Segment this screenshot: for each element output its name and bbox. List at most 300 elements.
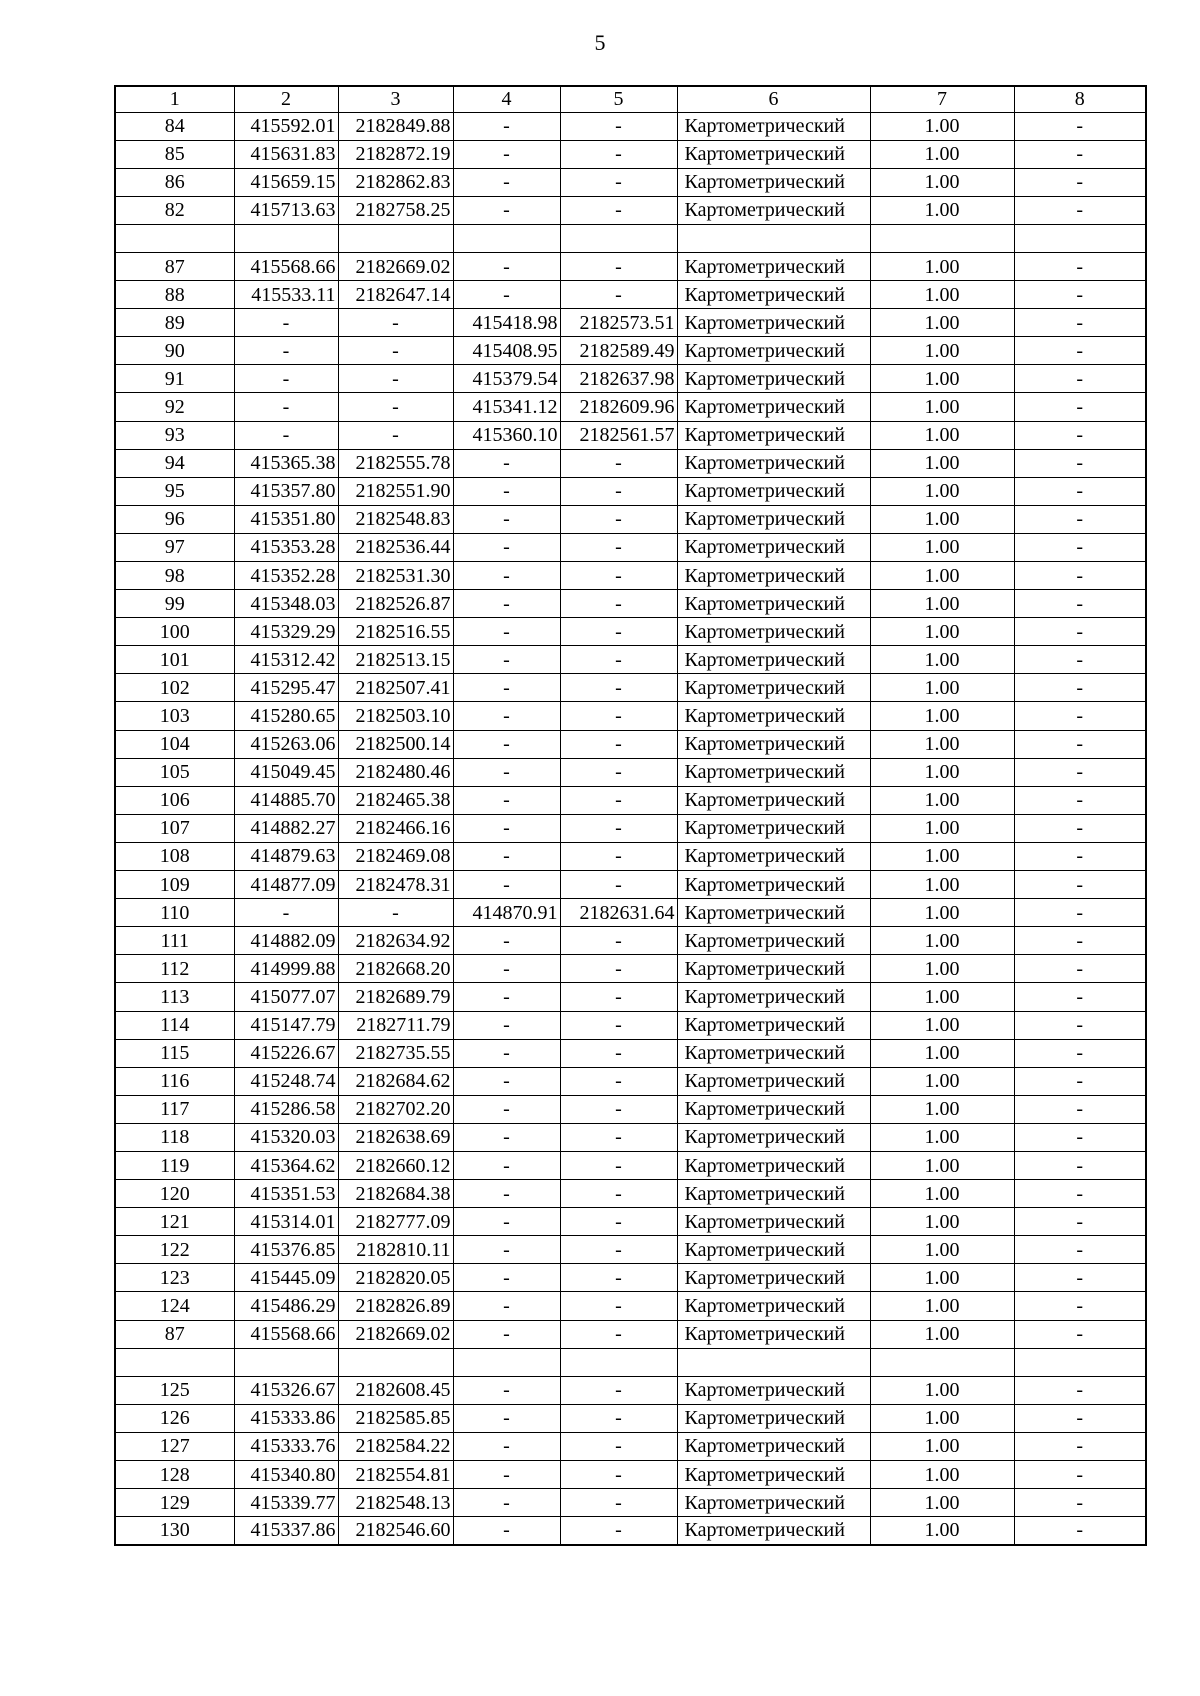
y-coordinate-cell: 2182548.83 [338, 505, 453, 533]
x-coordinate-cell [234, 224, 338, 252]
y-coordinate-cell: 2182554.81 [338, 1461, 453, 1489]
x-coordinate-alt-cell: - [453, 758, 560, 786]
method-cell: Картометрический [677, 337, 870, 365]
point-number-cell: 116 [115, 1067, 234, 1095]
y-coordinate-cell: 2182684.38 [338, 1180, 453, 1208]
y-coordinate-alt-cell: - [560, 112, 677, 140]
table-row [115, 1264, 1146, 1292]
y-coordinate-cell: 2182469.08 [338, 842, 453, 870]
x-coordinate-cell: 415348.03 [234, 590, 338, 618]
y-coordinate-cell: 2182684.62 [338, 1067, 453, 1095]
column-header: 8 [1014, 86, 1146, 112]
y-coordinate-alt-cell: - [560, 1320, 677, 1348]
table-row [115, 477, 1146, 505]
y-coordinate-alt-cell: - [560, 1292, 677, 1320]
y-coordinate-cell: 2182849.88 [338, 112, 453, 140]
method-cell: Картометрический [677, 927, 870, 955]
accuracy-cell: 1.00 [870, 421, 1014, 449]
point-number-cell: 128 [115, 1461, 234, 1489]
description-cell: - [1014, 1320, 1146, 1348]
table-row [115, 1376, 1146, 1404]
description-cell: - [1014, 927, 1146, 955]
point-number-cell: 112 [115, 955, 234, 983]
table-row [115, 1517, 1146, 1545]
description-cell: - [1014, 1432, 1146, 1460]
x-coordinate-cell: 415365.38 [234, 449, 338, 477]
accuracy-cell: 1.00 [870, 337, 1014, 365]
method-cell: Картометрический [677, 674, 870, 702]
column-header: 1 [115, 86, 234, 112]
point-number-cell: 86 [115, 168, 234, 196]
point-number-cell: 105 [115, 758, 234, 786]
x-coordinate-cell: 415339.77 [234, 1489, 338, 1517]
x-coordinate-cell: 415568.66 [234, 1320, 338, 1348]
y-coordinate-cell: 2182548.13 [338, 1489, 453, 1517]
method-cell: Картометрический [677, 730, 870, 758]
x-coordinate-alt-cell: - [453, 618, 560, 646]
accuracy-cell: 1.00 [870, 618, 1014, 646]
table-row [115, 1432, 1146, 1460]
table-row [115, 646, 1146, 674]
table-row [115, 1208, 1146, 1236]
table-row [115, 1123, 1146, 1151]
y-coordinate-alt-cell: - [560, 449, 677, 477]
x-coordinate-alt-cell: - [453, 1011, 560, 1039]
method-cell: Картометрический [677, 196, 870, 224]
x-coordinate-cell: - [234, 421, 338, 449]
y-coordinate-alt-cell: - [560, 1432, 677, 1460]
description-cell: - [1014, 1067, 1146, 1095]
accuracy-cell: 1.00 [870, 1151, 1014, 1179]
y-coordinate-alt-cell: - [560, 871, 677, 899]
x-coordinate-alt-cell: - [453, 730, 560, 758]
accuracy-cell: 1.00 [870, 1404, 1014, 1432]
description-cell: - [1014, 842, 1146, 870]
table-row [115, 842, 1146, 870]
y-coordinate-cell: 2182555.78 [338, 449, 453, 477]
x-coordinate-cell: 414885.70 [234, 786, 338, 814]
table-row [115, 252, 1146, 280]
point-number-cell: 96 [115, 505, 234, 533]
table-row [115, 618, 1146, 646]
point-number-cell: 129 [115, 1489, 234, 1517]
point-number-cell: 92 [115, 393, 234, 421]
accuracy-cell: 1.00 [870, 477, 1014, 505]
description-cell: - [1014, 1264, 1146, 1292]
y-coordinate-alt-cell: - [560, 1489, 677, 1517]
y-coordinate-alt-cell: - [560, 1264, 677, 1292]
x-coordinate-cell: 415486.29 [234, 1292, 338, 1320]
table-row [115, 702, 1146, 730]
description-cell: - [1014, 1151, 1146, 1179]
description-cell: - [1014, 1011, 1146, 1039]
column-header: 3 [338, 86, 453, 112]
method-cell: Картометрический [677, 646, 870, 674]
y-coordinate-alt-cell: - [560, 196, 677, 224]
point-number-cell: 120 [115, 1180, 234, 1208]
x-coordinate-cell [234, 1348, 338, 1376]
method-cell: Картометрический [677, 1011, 870, 1039]
table-header-row [115, 86, 1146, 112]
x-coordinate-alt-cell [453, 224, 560, 252]
y-coordinate-cell: 2182872.19 [338, 140, 453, 168]
accuracy-cell: 1.00 [870, 674, 1014, 702]
table-row [115, 281, 1146, 309]
description-cell: - [1014, 1208, 1146, 1236]
y-coordinate-alt-cell: - [560, 1517, 677, 1545]
y-coordinate-alt-cell: - [560, 702, 677, 730]
column-header: 5 [560, 86, 677, 112]
column-header: 6 [677, 86, 870, 112]
x-coordinate-cell: 415314.01 [234, 1208, 338, 1236]
point-number-cell: 124 [115, 1292, 234, 1320]
table-row [115, 786, 1146, 814]
x-coordinate-cell: 415351.53 [234, 1180, 338, 1208]
x-coordinate-alt-cell: - [453, 1489, 560, 1517]
x-coordinate-alt-cell: 415379.54 [453, 365, 560, 393]
x-coordinate-alt-cell: - [453, 1517, 560, 1545]
point-number-cell: 89 [115, 309, 234, 337]
point-number-cell: 114 [115, 1011, 234, 1039]
y-coordinate-alt-cell: - [560, 1011, 677, 1039]
y-coordinate-cell: 2182584.22 [338, 1432, 453, 1460]
method-cell: Картометрический [677, 1461, 870, 1489]
y-coordinate-cell: 2182536.44 [338, 533, 453, 561]
y-coordinate-cell: 2182862.83 [338, 168, 453, 196]
method-cell: Картометрический [677, 168, 870, 196]
column-header: 4 [453, 86, 560, 112]
y-coordinate-alt-cell: - [560, 1039, 677, 1067]
x-coordinate-cell: 415280.65 [234, 702, 338, 730]
y-coordinate-alt-cell [560, 224, 677, 252]
method-cell: Картометрический [677, 449, 870, 477]
y-coordinate-alt-cell: 2182631.64 [560, 899, 677, 927]
point-number-cell: 104 [115, 730, 234, 758]
point-number-cell [115, 224, 234, 252]
description-cell: - [1014, 505, 1146, 533]
accuracy-cell: 1.00 [870, 365, 1014, 393]
method-cell: Картометрический [677, 899, 870, 927]
point-number-cell: 119 [115, 1151, 234, 1179]
x-coordinate-alt-cell: - [453, 449, 560, 477]
method-cell: Картометрический [677, 477, 870, 505]
table-row [115, 814, 1146, 842]
accuracy-cell: 1.00 [870, 505, 1014, 533]
x-coordinate-alt-cell: - [453, 674, 560, 702]
x-coordinate-alt-cell: - [453, 1151, 560, 1179]
description-cell: - [1014, 112, 1146, 140]
table-row [115, 899, 1146, 927]
x-coordinate-cell: 415631.83 [234, 140, 338, 168]
y-coordinate-alt-cell: - [560, 730, 677, 758]
point-number-cell: 111 [115, 927, 234, 955]
x-coordinate-cell: 414879.63 [234, 842, 338, 870]
method-cell: Картометрический [677, 140, 870, 168]
x-coordinate-cell: - [234, 337, 338, 365]
accuracy-cell: 1.00 [870, 281, 1014, 309]
accuracy-cell: 1.00 [870, 927, 1014, 955]
y-coordinate-cell: 2182531.30 [338, 562, 453, 590]
table-row [115, 674, 1146, 702]
table-row [115, 365, 1146, 393]
accuracy-cell: 1.00 [870, 112, 1014, 140]
description-cell: - [1014, 1376, 1146, 1404]
table-row [115, 1292, 1146, 1320]
x-coordinate-cell: 415445.09 [234, 1264, 338, 1292]
description-cell: - [1014, 674, 1146, 702]
y-coordinate-cell: 2182465.38 [338, 786, 453, 814]
x-coordinate-alt-cell: - [453, 281, 560, 309]
table-row [115, 1095, 1146, 1123]
point-number-cell: 88 [115, 281, 234, 309]
table-row [115, 730, 1146, 758]
y-coordinate-alt-cell: 2182573.51 [560, 309, 677, 337]
x-coordinate-alt-cell: - [453, 927, 560, 955]
y-coordinate-cell: 2182516.55 [338, 618, 453, 646]
y-coordinate-alt-cell: - [560, 646, 677, 674]
point-number-cell [115, 1348, 234, 1376]
accuracy-cell: 1.00 [870, 1123, 1014, 1151]
accuracy-cell: 1.00 [870, 1264, 1014, 1292]
x-coordinate-cell: 415320.03 [234, 1123, 338, 1151]
table-row [115, 505, 1146, 533]
x-coordinate-alt-cell: - [453, 1432, 560, 1460]
point-number-cell: 94 [115, 449, 234, 477]
y-coordinate-cell [338, 224, 453, 252]
description-cell: - [1014, 281, 1146, 309]
x-coordinate-alt-cell: - [453, 702, 560, 730]
accuracy-cell: 1.00 [870, 730, 1014, 758]
y-coordinate-cell: 2182647.14 [338, 281, 453, 309]
x-coordinate-alt-cell: - [453, 955, 560, 983]
description-cell: - [1014, 365, 1146, 393]
method-cell: Картометрический [677, 842, 870, 870]
x-coordinate-alt-cell: - [453, 252, 560, 280]
description-cell: - [1014, 1236, 1146, 1264]
x-coordinate-alt-cell: - [453, 1461, 560, 1489]
x-coordinate-cell: 415049.45 [234, 758, 338, 786]
table-row [115, 983, 1146, 1011]
method-cell: Картометрический [677, 281, 870, 309]
x-coordinate-cell: 415312.42 [234, 646, 338, 674]
point-number-cell: 99 [115, 590, 234, 618]
accuracy-cell [870, 1348, 1014, 1376]
point-number-cell: 87 [115, 1320, 234, 1348]
description-cell: - [1014, 337, 1146, 365]
x-coordinate-alt-cell: 414870.91 [453, 899, 560, 927]
accuracy-cell: 1.00 [870, 140, 1014, 168]
accuracy-cell: 1.00 [870, 899, 1014, 927]
description-cell: - [1014, 758, 1146, 786]
y-coordinate-alt-cell: - [560, 1067, 677, 1095]
x-coordinate-alt-cell: - [453, 1292, 560, 1320]
method-cell [677, 224, 870, 252]
y-coordinate-cell: 2182526.87 [338, 590, 453, 618]
x-coordinate-alt-cell: 415360.10 [453, 421, 560, 449]
point-number-cell: 101 [115, 646, 234, 674]
x-coordinate-cell: 414877.09 [234, 871, 338, 899]
y-coordinate-cell: 2182634.92 [338, 927, 453, 955]
y-coordinate-cell: 2182546.60 [338, 1517, 453, 1545]
description-cell: - [1014, 1039, 1146, 1067]
y-coordinate-alt-cell: - [560, 814, 677, 842]
y-coordinate-alt-cell: - [560, 842, 677, 870]
point-number-cell: 85 [115, 140, 234, 168]
x-coordinate-cell: 415659.15 [234, 168, 338, 196]
y-coordinate-alt-cell: - [560, 590, 677, 618]
description-cell: - [1014, 899, 1146, 927]
point-number-cell: 106 [115, 786, 234, 814]
y-coordinate-alt-cell: 2182609.96 [560, 393, 677, 421]
x-coordinate-cell: 415337.86 [234, 1517, 338, 1545]
description-cell: - [1014, 1404, 1146, 1432]
y-coordinate-cell: 2182669.02 [338, 252, 453, 280]
coordinates-table [114, 85, 1147, 1546]
x-coordinate-alt-cell: - [453, 140, 560, 168]
x-coordinate-cell: 415364.62 [234, 1151, 338, 1179]
description-cell: - [1014, 646, 1146, 674]
y-coordinate-alt-cell: - [560, 1151, 677, 1179]
x-coordinate-alt-cell: - [453, 1320, 560, 1348]
y-coordinate-alt-cell: - [560, 955, 677, 983]
description-cell: - [1014, 1180, 1146, 1208]
y-coordinate-cell: - [338, 309, 453, 337]
table-row [115, 112, 1146, 140]
accuracy-cell: 1.00 [870, 1292, 1014, 1320]
x-coordinate-alt-cell: - [453, 842, 560, 870]
method-cell: Картометрический [677, 393, 870, 421]
accuracy-cell: 1.00 [870, 871, 1014, 899]
x-coordinate-cell: 415326.67 [234, 1376, 338, 1404]
description-cell: - [1014, 983, 1146, 1011]
method-cell: Картометрический [677, 1151, 870, 1179]
x-coordinate-cell: 415376.85 [234, 1236, 338, 1264]
y-coordinate-cell: 2182735.55 [338, 1039, 453, 1067]
y-coordinate-alt-cell: 2182637.98 [560, 365, 677, 393]
y-coordinate-alt-cell: - [560, 1095, 677, 1123]
x-coordinate-cell: 415248.74 [234, 1067, 338, 1095]
x-coordinate-alt-cell: - [453, 1264, 560, 1292]
point-number-cell: 87 [115, 252, 234, 280]
separator-row [115, 1348, 1146, 1376]
method-cell: Картометрический [677, 1376, 870, 1404]
point-number-cell: 123 [115, 1264, 234, 1292]
accuracy-cell: 1.00 [870, 1320, 1014, 1348]
table-row [115, 1489, 1146, 1517]
accuracy-cell: 1.00 [870, 1376, 1014, 1404]
y-coordinate-cell: 2182503.10 [338, 702, 453, 730]
y-coordinate-alt-cell: - [560, 533, 677, 561]
table-row [115, 1404, 1146, 1432]
point-number-cell: 115 [115, 1039, 234, 1067]
method-cell: Картометрический [677, 1208, 870, 1236]
point-number-cell: 121 [115, 1208, 234, 1236]
method-cell: Картометрический [677, 562, 870, 590]
x-coordinate-cell: 415333.76 [234, 1432, 338, 1460]
y-coordinate-cell: 2182478.31 [338, 871, 453, 899]
column-header: 2 [234, 86, 338, 112]
point-number-cell: 98 [115, 562, 234, 590]
description-cell: - [1014, 590, 1146, 618]
point-number-cell: 91 [115, 365, 234, 393]
x-coordinate-alt-cell: - [453, 646, 560, 674]
y-coordinate-cell: 2182466.16 [338, 814, 453, 842]
table-row [115, 871, 1146, 899]
accuracy-cell: 1.00 [870, 955, 1014, 983]
y-coordinate-cell: - [338, 899, 453, 927]
y-coordinate-cell: - [338, 393, 453, 421]
x-coordinate-cell: 415351.80 [234, 505, 338, 533]
y-coordinate-alt-cell: - [560, 786, 677, 814]
x-coordinate-cell: 415533.11 [234, 281, 338, 309]
x-coordinate-cell: 415340.80 [234, 1461, 338, 1489]
description-cell: - [1014, 252, 1146, 280]
y-coordinate-alt-cell: - [560, 1208, 677, 1236]
table-row [115, 1320, 1146, 1348]
description-cell: - [1014, 1095, 1146, 1123]
point-number-cell: 103 [115, 702, 234, 730]
x-coordinate-cell: - [234, 365, 338, 393]
x-coordinate-alt-cell: - [453, 196, 560, 224]
method-cell: Картометрический [677, 309, 870, 337]
x-coordinate-alt-cell: - [453, 871, 560, 899]
table-row [115, 196, 1146, 224]
y-coordinate-alt-cell: 2182561.57 [560, 421, 677, 449]
description-cell: - [1014, 1123, 1146, 1151]
x-coordinate-alt-cell: - [453, 477, 560, 505]
y-coordinate-cell: - [338, 365, 453, 393]
description-cell: - [1014, 477, 1146, 505]
point-number-cell: 82 [115, 196, 234, 224]
accuracy-cell: 1.00 [870, 252, 1014, 280]
method-cell: Картометрический [677, 1489, 870, 1517]
table-row [115, 1067, 1146, 1095]
y-coordinate-cell: 2182711.79 [338, 1011, 453, 1039]
point-number-cell: 130 [115, 1517, 234, 1545]
y-coordinate-cell: 2182513.15 [338, 646, 453, 674]
accuracy-cell [870, 224, 1014, 252]
x-coordinate-alt-cell: - [453, 1376, 560, 1404]
method-cell: Картометрический [677, 1123, 870, 1151]
accuracy-cell: 1.00 [870, 842, 1014, 870]
method-cell: Картометрический [677, 1320, 870, 1348]
method-cell: Картометрический [677, 955, 870, 983]
x-coordinate-alt-cell: - [453, 590, 560, 618]
method-cell: Картометрический [677, 1095, 870, 1123]
table-row [115, 1039, 1146, 1067]
method-cell: Картометрический [677, 871, 870, 899]
method-cell: Картометрический [677, 505, 870, 533]
description-cell: - [1014, 786, 1146, 814]
method-cell: Картометрический [677, 618, 870, 646]
description-cell: - [1014, 309, 1146, 337]
x-coordinate-alt-cell: - [453, 1123, 560, 1151]
accuracy-cell: 1.00 [870, 393, 1014, 421]
point-number-cell: 100 [115, 618, 234, 646]
table-row [115, 1011, 1146, 1039]
x-coordinate-alt-cell: 415418.98 [453, 309, 560, 337]
table-row [115, 337, 1146, 365]
x-coordinate-alt-cell: - [453, 814, 560, 842]
point-number-cell: 102 [115, 674, 234, 702]
table-row [115, 309, 1146, 337]
method-cell: Картометрический [677, 702, 870, 730]
method-cell: Картометрический [677, 590, 870, 618]
method-cell: Картометрический [677, 1292, 870, 1320]
x-coordinate-alt-cell: - [453, 983, 560, 1011]
separator-row [115, 224, 1146, 252]
table-row [115, 533, 1146, 561]
